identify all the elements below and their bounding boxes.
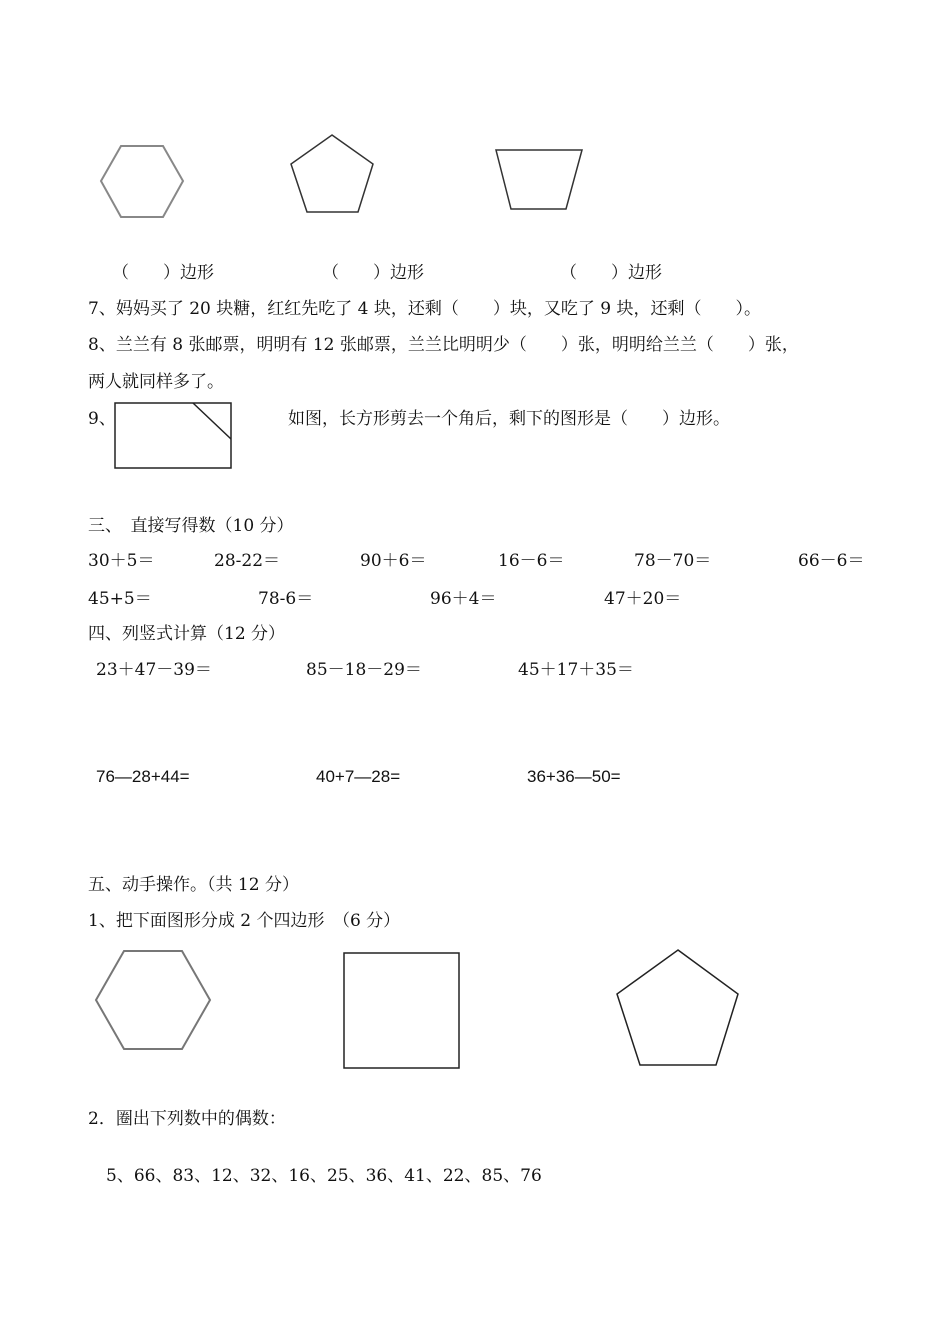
calc-item: 78－70＝ <box>634 551 712 571</box>
section-5-q1: 1、把下面图形分成 2 个四边形 （6 分） <box>88 911 401 931</box>
question-7: 7、妈妈买了 20 块糖，红红先吃了 4 块，还剩（ ）块，又吃了 9 块，还剩（ ）。 <box>88 299 762 319</box>
question-8-line2: 两人就同样多了。 <box>88 372 224 392</box>
vertical-calc-item: 40+7—28= <box>316 767 401 786</box>
calc-item: 45+5＝ <box>88 589 152 609</box>
calc-item: 16－6＝ <box>498 551 565 571</box>
q6-blank-hexagon: （ ）边形 <box>112 263 214 283</box>
section-4-title: 四、列竖式计算（12 分） <box>88 624 286 644</box>
even-number-list: 5、66、83、12、32、16、25、36、41、22、85、76 <box>106 1166 542 1186</box>
calc-item: 66－6＝ <box>798 551 865 571</box>
calc-item: 47＋20＝ <box>604 589 682 609</box>
calc-item: 90＋6＝ <box>360 551 427 571</box>
calc-item: 78-6＝ <box>258 589 314 609</box>
vertical-calc-item: 45＋17＋35＝ <box>518 660 634 680</box>
hexagon-to-divide <box>90 946 220 1056</box>
section-3-title: 三、 直接写得数（10 分） <box>88 516 294 536</box>
question-9-number: 9、 <box>88 409 116 429</box>
question-8-line1: 8、兰兰有 8 张邮票，明明有 12 张邮票，兰兰比明明少（ ）张，明明给兰兰（ ）张， <box>88 335 799 355</box>
section-5-title: 五、动手操作。（共 12 分） <box>88 875 299 895</box>
section-5-q2: 2．圈出下列数中的偶数： <box>88 1109 286 1129</box>
calc-item: 96＋4＝ <box>430 589 497 609</box>
q6-blank-trapezoid: （ ）边形 <box>560 263 662 283</box>
calc-item: 28-22＝ <box>214 551 281 571</box>
pentagon-to-divide <box>612 946 747 1071</box>
q6-blank-pentagon: （ ）边形 <box>322 263 424 283</box>
trapezoid-figure <box>490 145 590 215</box>
vertical-calc-item: 36+36—50= <box>527 767 621 786</box>
cut-rectangle-figure <box>113 401 235 471</box>
vertical-calc-item: 85－18－29＝ <box>306 660 422 680</box>
vertical-calc-item: 23＋47－39＝ <box>96 660 212 680</box>
question-9-text: 如图，长方形剪去一个角后，剩下的图形是（ ）边形。 <box>288 409 730 429</box>
hexagon-figure <box>95 140 195 225</box>
vertical-calc-item: 76—28+44= <box>96 767 190 786</box>
square-to-divide <box>342 951 464 1073</box>
calc-item: 30＋5＝ <box>88 551 155 571</box>
pentagon-figure <box>283 130 383 220</box>
